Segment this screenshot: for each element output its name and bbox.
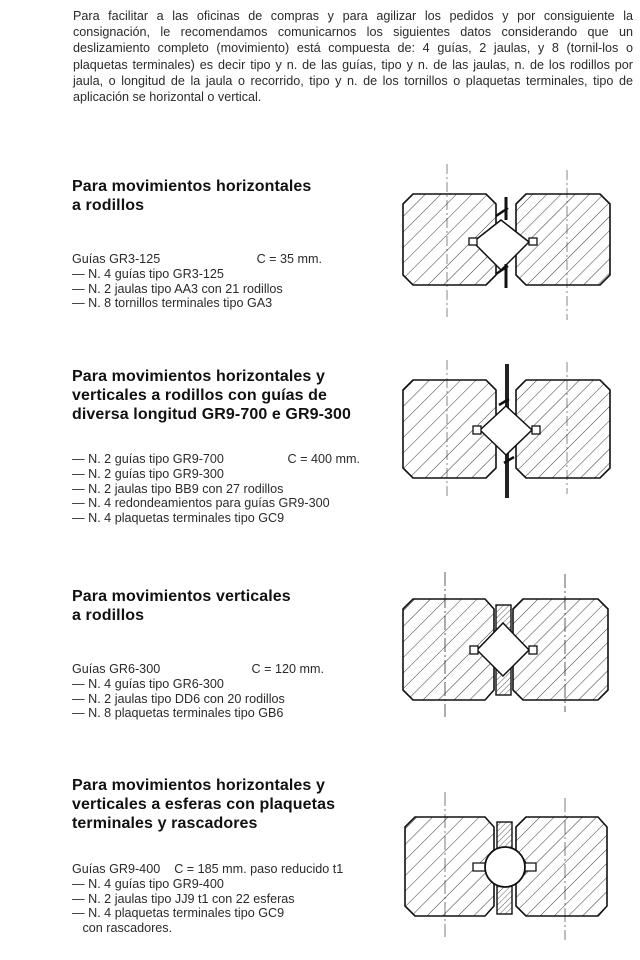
list-item: — N. 4 guías tipo GR9-400 — [72, 876, 224, 891]
title-line: a rodillos — [72, 197, 145, 214]
title-line: verticales a esferas con plaquetas — [72, 796, 336, 813]
c-value: C = 120 mm. — [251, 662, 324, 676]
c-value: C = 35 mm. — [256, 252, 322, 266]
list-item: — N. 4 plaquetas terminales tipo GC9 — [72, 511, 285, 526]
spec-list — [72, 452, 382, 526]
list-item: — N. 4 plaquetas terminales tipo GC9 — [72, 906, 285, 921]
list-item: — N. 2 jaulas tipo DD6 con 20 rodillos — [72, 691, 285, 706]
title-line: a rodillos — [72, 607, 145, 624]
list-item: — N. 2 jaulas tipo BB9 con 27 rodillos — [72, 481, 284, 496]
title-line: terminales y rascadores — [72, 815, 258, 832]
diagram-roller-horizontal-vertical — [395, 352, 625, 512]
section-title — [72, 177, 382, 215]
guide-label: Guías GR6-300 — [72, 662, 161, 676]
section-title — [72, 587, 382, 625]
guide-line — [72, 662, 382, 677]
spec-list — [72, 662, 382, 721]
list-item: — N. 8 plaquetas terminales tipo GB6 — [72, 706, 284, 721]
guide-line — [72, 252, 382, 267]
list-item: — N. 4 redondeamientos para guías GR9-300 — [72, 496, 330, 511]
c-value: C = 185 mm. paso reducido t1 — [174, 862, 344, 876]
c-value: C = 400 mm. — [287, 452, 360, 466]
spec-list — [72, 252, 382, 311]
section-ball-bearings — [72, 776, 382, 936]
diagram-ball — [395, 792, 625, 942]
section-title — [72, 776, 382, 833]
guide-line — [72, 452, 382, 467]
section-vertical-rollers — [72, 587, 382, 721]
list-item: — N. 8 tornillos terminales tipo GA3 — [72, 296, 273, 311]
title-line: diversa longitud GR9-700 e GR9-300 — [72, 406, 352, 423]
diagram-roller-vertical — [395, 572, 625, 722]
spec-list — [72, 862, 382, 936]
list-item: — N. 2 jaulas tipo AA3 con 21 rodillos — [72, 281, 283, 296]
list-item: — N. 2 jaulas tipo JJ9 t1 con 22 esferas — [72, 891, 295, 906]
title-line: Para movimientos horizontales y — [72, 368, 325, 385]
section-horizontal-rollers — [72, 177, 382, 311]
list-item: — N. 2 guías tipo GR9-300 — [72, 466, 224, 481]
section-horizontal-vertical-rollers — [72, 367, 382, 526]
ball — [485, 847, 525, 887]
guide-line — [72, 862, 382, 877]
guide-label: Guías GR3-125 — [72, 252, 161, 266]
guide-label: — N. 2 guías tipo GR9-700 — [72, 452, 224, 466]
section-title — [72, 367, 382, 424]
guide-label: Guías GR9-400 — [72, 862, 161, 876]
title-line: Para movimientos horizontales — [72, 178, 312, 195]
list-item: con rascadores. — [72, 921, 173, 936]
title-line: verticales a rodillos con guías de — [72, 387, 328, 404]
intro-paragraph: Para facilitar a las oficinas de compras y para agilizar los pedidos y por consiguiente la consignación, le recomendamos comunicarnos los siguientes datos considerando que un deslizamiento completo (movimiento) está compuesta de: 4 guías, 2 jaulas, y 8 (tornil-los o plaquetas terminales) es decir tipo y n. de las guías, tipo y n. de las jaulas, n. de los rodillos por jaula, o longitud de la jaula o recorrido, tipo y n. de los tornillos o plaquetas terminales, tipo de aplicación se horizontal o vertical. — [73, 9, 633, 105]
diagram-roller-horizontal — [395, 162, 625, 322]
title-line: Para movimientos verticales — [72, 588, 291, 605]
list-item: — N. 4 guías tipo GR6-300 — [72, 676, 224, 691]
list-item: — N. 4 guías tipo GR3-125 — [72, 266, 224, 281]
title-line: Para movimientos horizontales y — [72, 777, 325, 794]
